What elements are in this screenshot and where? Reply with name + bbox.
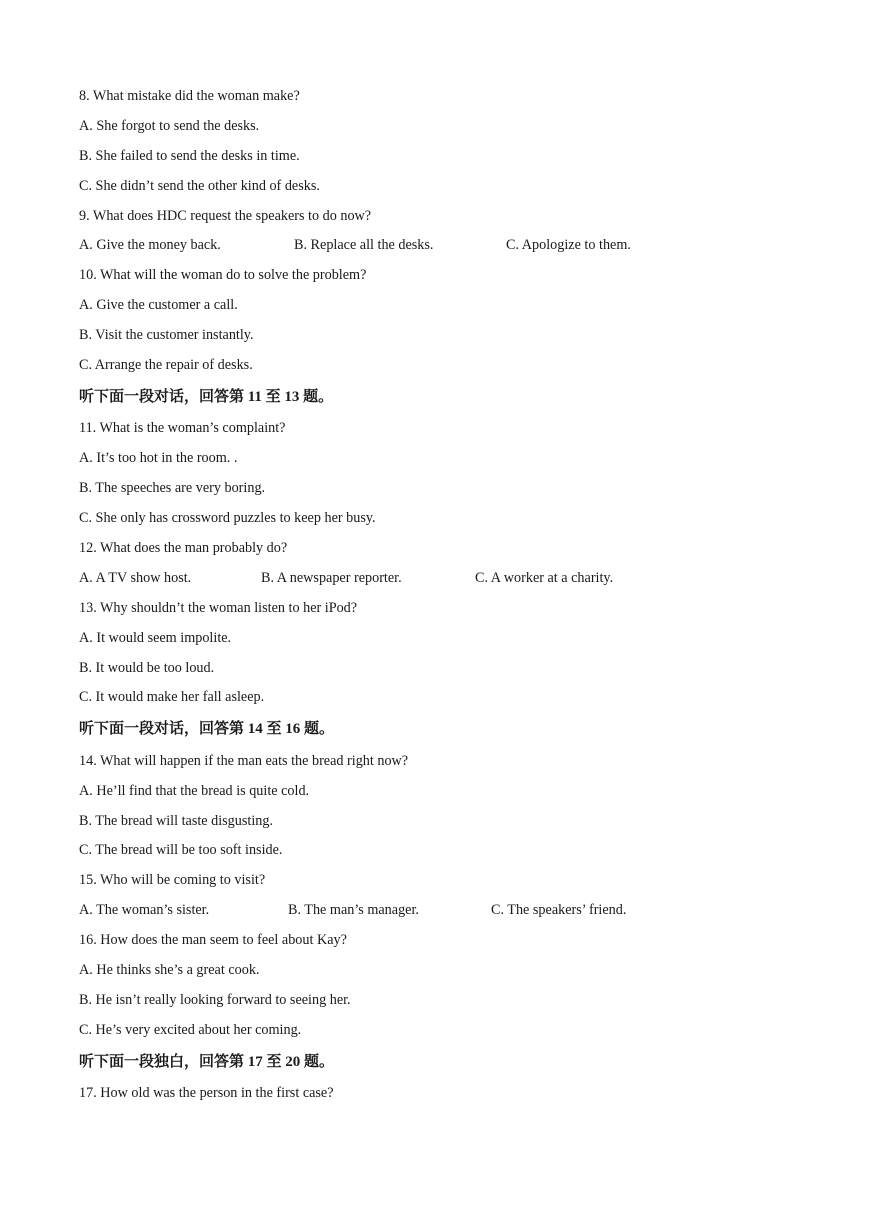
answer-option: C. The bread will be too soft inside. bbox=[79, 842, 283, 859]
question-text: 14. What will happen if the man eats the bread right now? bbox=[79, 752, 409, 769]
answer-option: C. Arrange the repair of desks. bbox=[79, 357, 253, 374]
answer-option: A. He thinks she’s a great cook. bbox=[79, 962, 260, 979]
answer-option-a: A. The woman’s sister. bbox=[79, 902, 210, 919]
answer-option: B. The speeches are very boring. bbox=[79, 480, 266, 497]
exam-page bbox=[79, 86, 799, 1113]
answer-option: B. He isn’t really looking forward to seeing her. bbox=[79, 991, 351, 1008]
answer-option: A. She forgot to send the desks. bbox=[79, 117, 260, 134]
answer-option: C. He’s very excited about her coming. bbox=[79, 1021, 302, 1038]
question-text: 10. What will the woman do to solve the problem? bbox=[79, 267, 367, 284]
question-text: 8. What mistake did the woman make? bbox=[79, 88, 300, 104]
answer-option-a: A. Give the money back. bbox=[79, 237, 221, 254]
question-text: 17. How old was the person in the first case? bbox=[79, 1085, 334, 1102]
answer-option: B. The bread will taste disgusting. bbox=[79, 812, 274, 829]
answer-option-c: C. A worker at a charity. bbox=[475, 569, 614, 586]
section-heading: 听下面一段对话，回答第 14 至 16 题。 bbox=[79, 721, 335, 738]
answer-options-row bbox=[79, 235, 799, 265]
question-text: 11. What is the woman’s complaint? bbox=[79, 420, 286, 437]
question-text: 16. How does the man seem to feel about Kay? bbox=[79, 932, 347, 949]
answer-option-b: B. The man’s manager. bbox=[288, 902, 419, 919]
answer-options-row bbox=[79, 900, 799, 930]
answer-option-b: B. Replace all the desks. bbox=[294, 237, 434, 254]
answer-options-row bbox=[79, 568, 799, 598]
answer-option: B. She failed to send the desks in time. bbox=[79, 147, 300, 164]
answer-option: B. It would be too loud. bbox=[79, 659, 215, 676]
answer-option-c: C. The speakers’ friend. bbox=[491, 902, 627, 919]
answer-option-b: B. A newspaper reporter. bbox=[261, 569, 402, 586]
answer-option: C. She only has crossword puzzles to keep her busy. bbox=[79, 510, 376, 527]
answer-option: A. It’s too hot in the room. . bbox=[79, 450, 238, 467]
answer-option-c: C. Apologize to them. bbox=[506, 237, 631, 254]
answer-option: C. It would make her fall asleep. bbox=[79, 689, 265, 706]
answer-option: A. He’ll find that the bread is quite cold. bbox=[79, 782, 310, 799]
question-text: 9. What does HDC request the speakers to do now? bbox=[79, 207, 372, 224]
answer-option-a: A. A TV show host. bbox=[79, 569, 192, 586]
answer-option: C. She didn’t send the other kind of desks. bbox=[79, 177, 320, 194]
answer-option: A. It would seem impolite. bbox=[79, 629, 232, 646]
question-text: 12. What does the man probably do? bbox=[79, 539, 288, 556]
section-heading: 听下面一段独白，回答第 17 至 20 题。 bbox=[79, 1053, 335, 1070]
question-text: 13. Why shouldn’t the woman listen to her iPod? bbox=[79, 599, 358, 616]
question-text: 15. Who will be coming to visit? bbox=[79, 872, 266, 889]
answer-option: B. Visit the customer instantly. bbox=[79, 327, 254, 344]
answer-option: A. Give the customer a call. bbox=[79, 297, 238, 314]
section-heading: 听下面一段对话，回答第 11 至 13 题。 bbox=[79, 388, 334, 405]
